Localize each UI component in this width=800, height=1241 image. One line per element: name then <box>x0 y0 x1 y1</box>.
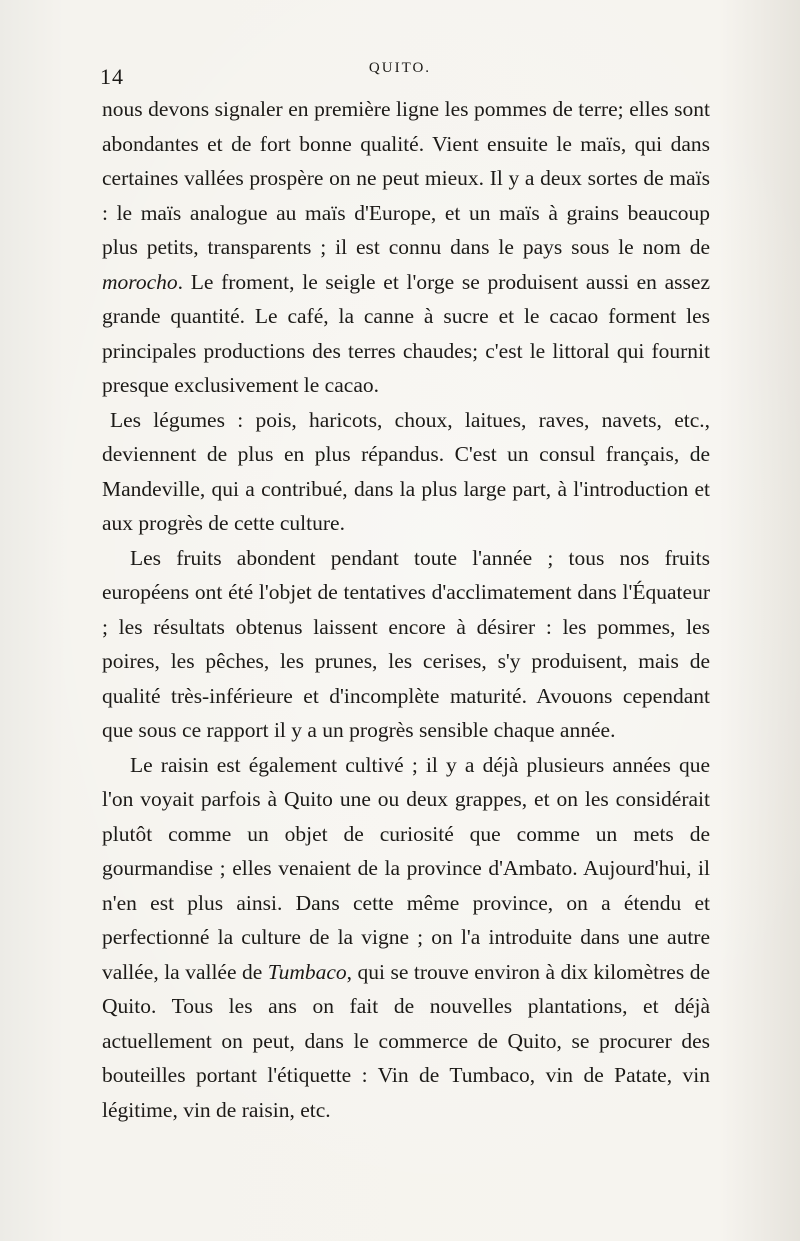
paragraph <box>102 748 710 1128</box>
italic-term: morocho <box>102 269 178 294</box>
page-number: 14 <box>100 64 124 89</box>
text-segment: Les fruits abondent pendant toute l'année ; tous nos fruits européens ont été l'objet de tentatives d'acclimatement dans l'Équateur ; les résultats obtenus laissent encore à désirer : les pommes, les poires, les pêches, les prunes, les cerises, s'y produisent, mais de qualité très-inférieure et d'incomplète maturité. Avouons cependant que sous ce rapport il y a un progrès sensible chaque année. <box>102 545 710 742</box>
italic-term: Tumbaco <box>267 959 347 984</box>
text-segment: Le raisin est également cultivé ; il y a déjà plusieurs années que l'on voyait parfois à Quito une ou deux grappes, et on les considérait plutôt comme un objet de curiosité que comme un mets de gourmandise ; elles venaient de la province d'Ambato. Aujourd'hui, il n'en est plus ainsi. Dans cette même province, on a étendu et perfectionné la culture de la vigne ; on l'a introduite dans une autre vallée, la vallée de <box>102 752 710 984</box>
paragraph <box>102 403 710 541</box>
paragraph <box>102 92 710 403</box>
paragraph <box>102 541 710 748</box>
text-segment: , qui se trouve environ à dix kilomètres de Quito. Tous les ans on fait de nouvelles plantations, et déjà actuellement on peut, dans le commerce de Quito, se procurer des bouteilles portant l'étiquette : Vin de Tumbaco, vin de Patate, vin légitime, vin de raisin, etc. <box>102 959 710 1122</box>
running-title: QUITO. <box>368 60 432 76</box>
text-segment: nous devons signaler en première ligne les pommes de terre; elles sont abondantes et de fort bonne qualité. Vient ensuite le maïs, qui dans certaines vallées prospère on ne peut mieux. Il y a deux sortes de maïs : le maïs analogue au maïs d'Europe, et un maïs à grains beaucoup plus petits, transparents ; il est connu dans le pays sous le nom de <box>102 97 710 259</box>
text-segment: Les légumes : pois, haricots, choux, laitues, raves, navets, etc., deviennent de plus en plus répandus. C'est un consul français, de Mandeville, qui a contribué, dans la plus large part, à l'introduction et aux progrès de cette culture. <box>102 407 710 535</box>
text-segment: . Le froment, le seigle et l'orge se produisent aussi en assez grande quantité. Le café, la canne à sucre et le cacao forment les principales productions des terres chaudes; c'est le littoral qui fournit presque exclusivement le cacao. <box>102 269 710 397</box>
body-text <box>102 92 710 1127</box>
